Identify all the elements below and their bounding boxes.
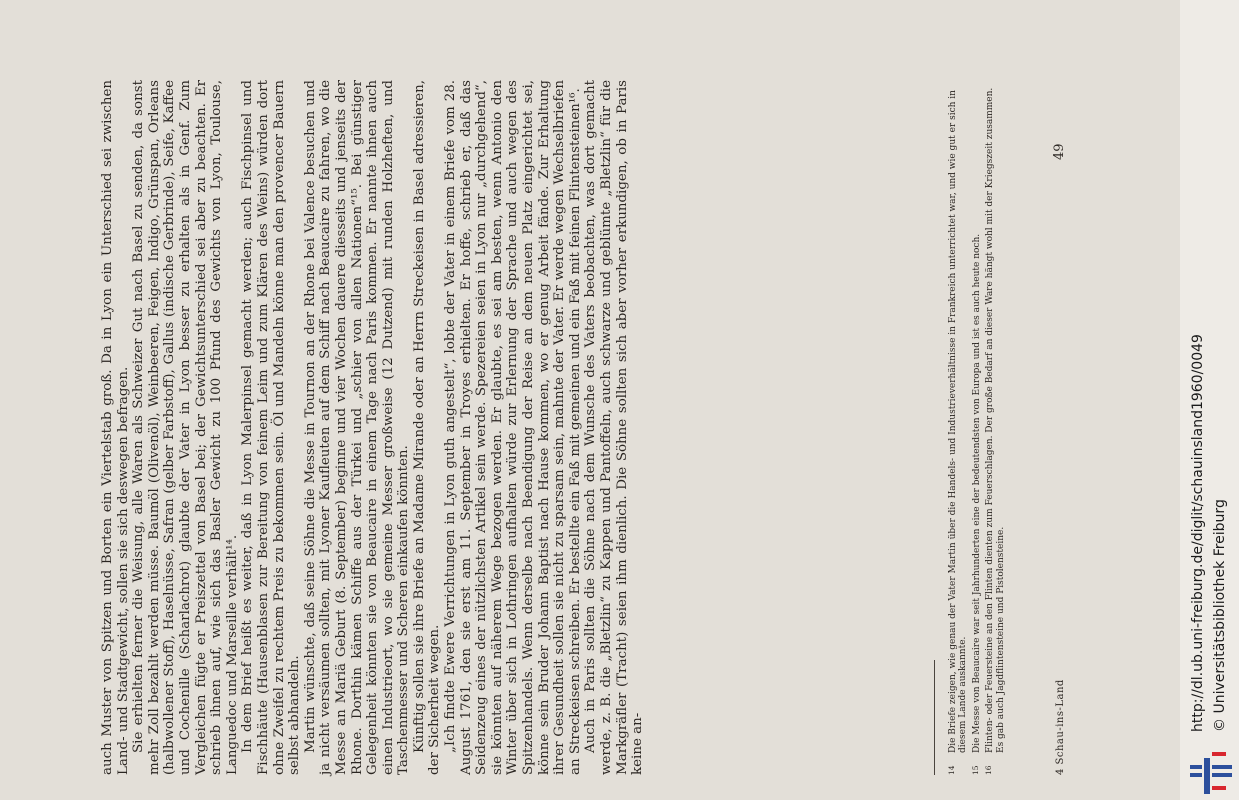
- paragraph: In dem Brief heißt es weiter, daß in Lyon Malerpinsel gemacht werden; auch Fischpinsel und Fischhäute (Hausenblasen zur Bereitung von feinem Leim und zum Klären des Weins) würden dort ohne Zweifel zu rechtem Preis zu bekommen sein. Öl und Mandeln könne man den provencer Bauern selbst abhandeln.: [240, 80, 303, 775]
- paragraph: Auch in Paris sollten die Söhne nach dem Wunsche des Vaters beobachten, was dort gemacht werde, z. B. die „Bletzlin“ zu Kappen und Pantoffeln, auch schwarze und geblümte „Bletzlin“ für die Markgräfler (Tracht) seien ihm dienlich. Die Söhne sollten sich aber vorher erkundigen, ob in Paris keine an-: [583, 80, 646, 775]
- body-text: [100, 80, 646, 775]
- footnote-rule: [934, 660, 935, 775]
- footnote-number: 14: [947, 765, 956, 775]
- running-footer: 4 Schau-ins-Land: [1055, 679, 1066, 775]
- footnotes: [947, 75, 1008, 775]
- footnote-text: Die Briefe zeigen, wie genau der Vater Martin über die Handels- und Industrieverhältnisse in Frankreich unterrichtet war, und wie gut er sich in diesem Lande auskannte.: [948, 90, 969, 753]
- paragraph: auch Muster von Spitzen und Borten ein Viertelstab groß. Da in Lyon ein Unterschied sei zwischen Land- und Stadtgewicht, sollen sie sich deswegen befragen.: [100, 80, 131, 775]
- paragraph: Künftig sollen sie ihre Briefe an Madame Mirande oder an Herrn Streckeisen in Basel adressieren, der Sicherheit wegen.: [411, 80, 443, 775]
- footnote-text: Flinten- oder Feuersteine an den Flinten dienten zum Feuerschlagen. Der große Bedarf an dieser Ware hängt wohl mit der Kriegszeit zusammen. Es gab auch Jagdflintensteine und Pistolensteine.: [985, 87, 1006, 753]
- footnote-number: 15: [970, 765, 980, 775]
- library-sidebar: [1180, 0, 1239, 800]
- paragraph: „Ich findte Ewere Verrichtungen in Lyon guth angestelt“, lobte der Vater in einem Briefe vom 28. August 1761, den sie erst am 11. September in Troyes erhielten. Er hoffe, schrieb er, daß das Seidenzeug eines der nützlichsten Artikel sein werde. Spezereien seien in Lyon nur „durchgehend“, sie könnten auf näherem Wege bezogen werden. Er glaubte, es sei am besten, wenn Antonio den Winter über sich in Lothringen aufhalten würde zur Erlernung der Sprache und auch wegen des Spitzenhandels. Wenn derselbe nach Beendigung der Reise an dem neuen Platz eingerichtet sei, könne sein Bruder Johann Baptist nach Hause kommen, wo er genug Arbeit fände. Zur Erhaltung ihrer Gesundheit sollen sie nicht zu sparsam sein, mahnte der Vater. Er werde wegen Wechselbriefen an Streckeisen schreiben. Er bestellte ein Faß mit gemeinen und ein Faß mit feinen Flintensteinen¹⁶.: [443, 80, 583, 775]
- university-library-logo-icon: [1190, 748, 1234, 794]
- footnote-text: Die Messe von Beaucaire war seit Jahrhunderten eine der bedeutendsten von Europa und ist es auch heute noch.: [971, 233, 982, 753]
- footnote-number: 16: [984, 765, 994, 775]
- sidebar-rotated: [1180, 0, 1239, 740]
- footnote: [984, 75, 1006, 775]
- source-url-link[interactable]: http://dl.ub.uni-freiburg.de/diglit/schauinsland1960/0049: [1190, 334, 1206, 732]
- paragraph: Martin wünschte, daß seine Söhne die Messe in Tournon an der Rhone bei Valence besuchen und ja nicht versäumen sollten, mit Lyoner Kaufleuten auf dem Schiff nach Beaucaire zu fahren, wo die Messe an Mariä Geburt (8. September) beginne und vier Wochen dauere diesseits und jenseits der Rhone. Dorthin kämen Schiffe aus der Türkei und „schier von allen Nationen“¹⁵. Bei günstiger Gelegenheit könnten sie von Beaucaire in einem Tage nach Paris kommen. Er nannte ihnen auch einen Industrieort, wo sie gemeine Messer großweise (12 Dutzend) mit runden Holzheften, und Taschenmesser und Scheren einkaufen könnten.: [302, 80, 412, 775]
- paragraph: Sie erhielten ferner die Weisung, alle Waren als Schweizer Gut nach Basel zu senden, da sonst mehr Zoll bezahlt werden müsse. Baumöl (Olivenöl), Weinbeeren, Feigen, Indigo, Grünspan, Orleans (halbwollener Stoff), Haselnüsse, Safran (gelber Farbstoff), Gallus (indische Gerbrinde), Seife, Kaffee und Cochenille (Scharlachrot) glaubte der Vater in Lyon besser zu erhalten als in Genf. Zum Vergleichen fügte er Preiszettel von Basel bei; der Gewichtsunterschied sei aber zu beachten. Er schrieb ihnen auf, wie sich das Basler Gewicht zu 100 Pfund des Gewichts von Lyon, Toulouse, Languedoc und Marseille verhält¹⁴.: [131, 80, 240, 775]
- page-number: 49: [1052, 143, 1067, 160]
- copyright-notice: © Universitätsbibliothek Freiburg: [1212, 499, 1228, 732]
- footnote: [971, 75, 982, 775]
- footnote: [947, 75, 969, 775]
